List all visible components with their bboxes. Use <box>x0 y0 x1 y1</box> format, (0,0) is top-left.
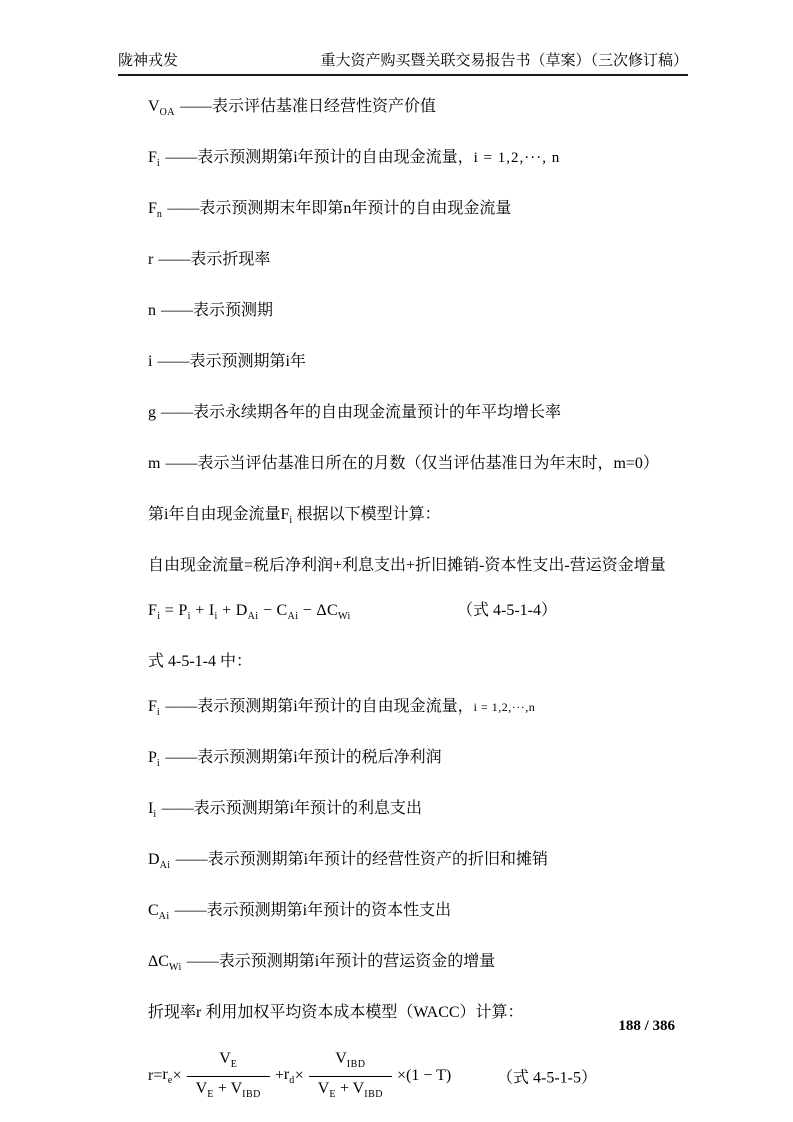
symbol-subscript: OA <box>159 107 176 118</box>
symbol-base: V <box>148 98 160 115</box>
term-subscript: IBD <box>364 1088 383 1100</box>
wacc-re <box>162 1066 172 1086</box>
term-base: V <box>230 1079 243 1097</box>
definition-line-voa <box>118 97 693 123</box>
eq-operator <box>218 602 236 619</box>
definition-text: ——表示折现率 <box>158 251 271 268</box>
symbol-base: F <box>148 149 157 166</box>
term-subscript: d <box>289 1075 295 1086</box>
symbol-base: F <box>148 200 157 217</box>
definition-line-g <box>118 403 693 429</box>
symbol-subscript: i <box>156 707 161 718</box>
symbol-base: g <box>148 404 156 421</box>
model-intro-line <box>118 505 693 531</box>
term-base: D <box>235 602 248 619</box>
eq-term <box>235 602 259 622</box>
symbol-base: I <box>148 800 154 817</box>
symbol-subscript: n <box>156 209 163 220</box>
wacc-times: × <box>172 1067 182 1084</box>
operator: + <box>213 1079 231 1097</box>
symbol-base: F <box>280 506 290 523</box>
term-base: C <box>276 602 288 619</box>
page-number: 188 / 386 <box>618 1018 675 1034</box>
equation-4-5-1-4 <box>118 601 693 627</box>
header-doc-title: 重大资产购买暨关联交易报告书（草案）（三次修订稿） <box>320 53 688 69</box>
eq-term <box>276 602 299 622</box>
page-header <box>118 52 688 76</box>
symbol-subscript: i <box>156 158 161 169</box>
wacc-times: × <box>396 1067 406 1084</box>
operator: + <box>335 1079 353 1097</box>
fraction-denominator <box>187 1076 270 1106</box>
definition-text: ——表示预测期第i年预计的税后净利润 <box>165 749 442 766</box>
term-base: I <box>208 602 215 619</box>
definition-line-fi <box>118 148 693 174</box>
fcf-equation-text: 自由现金流量=税后净利润+利息支出+折旧摊销-资本性支出-营运资金增量 <box>148 557 666 574</box>
definition-line-fn <box>118 199 693 225</box>
term-base: r <box>283 1066 290 1083</box>
symbol-base: i <box>148 353 153 370</box>
symbol-base: r <box>148 251 154 268</box>
eq-operator <box>298 602 316 619</box>
symbol-subscript: i <box>156 758 161 769</box>
eq-term <box>178 602 191 622</box>
term-subscript: i <box>187 611 191 622</box>
definition-line-cai <box>118 901 693 927</box>
definition-line-dai <box>118 850 693 876</box>
model-intro-pre: 第i年自由现金流量 <box>148 506 281 523</box>
term-subscript: Ai <box>247 611 259 622</box>
symbol-base: m <box>148 455 161 472</box>
definition-line-fi2 <box>118 697 693 723</box>
symbol-base: D <box>148 851 160 868</box>
equation-4-5-1-5 <box>118 1048 693 1104</box>
wacc-equals: = <box>153 1067 163 1084</box>
wacc-plus: + <box>274 1067 284 1084</box>
term-subscript: IBD <box>346 1058 366 1070</box>
definition-text: ——表示当评估基准日所在的月数（仅当评估基准日为年末时，m=0） <box>165 455 659 472</box>
term-base: P <box>178 602 188 619</box>
term-base: − <box>258 602 277 619</box>
eq-operator <box>259 602 277 619</box>
fraction-numerator <box>309 1047 392 1076</box>
eq-term <box>208 602 218 622</box>
wacc-intro-line: 折现率r 利用加权平均资本成本模型（WACC）计算： <box>148 1004 524 1021</box>
term-base: + <box>217 602 236 619</box>
page-body <box>118 97 693 1104</box>
definition-text: ——表示预测期第i年 <box>157 353 306 370</box>
term-subscript: i <box>214 611 218 622</box>
term-subscript: e <box>167 1075 173 1086</box>
definition-text: ——表示预测期 <box>161 302 274 319</box>
definition-text: ——表示预测期第i年预计的自由现金流量， <box>165 698 474 715</box>
symbol-base: C <box>148 902 159 919</box>
definition-text: ——表示评估基准日经营性资产价值 <box>180 98 437 115</box>
equation-label-4-5-1-5: （式 4-5-1-5） <box>497 1069 597 1087</box>
term-base: F <box>148 602 158 619</box>
symbol-base: F <box>148 698 157 715</box>
symbol-base: P <box>148 749 157 766</box>
term-subscript: Wi <box>337 611 351 622</box>
definition-text: ——表示预测期第i年预计的经营性资产的折旧和摊销 <box>175 851 549 868</box>
wacc-rd <box>284 1066 295 1086</box>
term-base: = <box>160 602 179 619</box>
symbol-base: n <box>148 302 156 319</box>
symbol-base: ΔC <box>148 953 169 970</box>
term-base: + <box>190 602 209 619</box>
definition-text: ——表示预测期第i年预计的利息支出 <box>161 800 423 817</box>
definition-line-ii <box>118 799 693 825</box>
term-base: r <box>162 1066 168 1083</box>
term-base: ΔC <box>316 602 338 619</box>
definition-text: ——表示永续期各年的自由现金流量预计的年平均增长率 <box>161 404 562 421</box>
equation-reference-line: 式 4-5-1-4 中： <box>148 653 252 670</box>
definition-text: ——表示预测期第i年预计的自由现金流量， <box>165 149 474 166</box>
term-subscript: E <box>207 1088 214 1100</box>
definition-line-n <box>118 301 693 327</box>
term-base: V <box>317 1079 330 1097</box>
term-base: − <box>298 602 317 619</box>
term-base: V <box>352 1079 365 1097</box>
math-range: i = 1,2,···, n <box>473 150 561 166</box>
definition-line-i <box>118 352 693 378</box>
term-base: V <box>335 1049 347 1067</box>
model-intro-post: 根据以下模型计算： <box>292 506 441 523</box>
term-base: V <box>219 1049 231 1067</box>
math-range-small: i = 1,2,···,n <box>473 700 536 714</box>
fraction-numerator <box>187 1047 270 1076</box>
term-base: V <box>195 1079 208 1097</box>
wacc-times: × <box>294 1067 304 1084</box>
term-subscript: Ai <box>287 611 299 622</box>
symbol-subscript: Wi <box>168 962 182 973</box>
eq-operator <box>160 602 178 619</box>
symbol-subscript: Ai <box>159 860 171 871</box>
definition-line-pi <box>118 748 693 774</box>
eq-operator <box>191 602 209 619</box>
eq-term <box>148 602 161 622</box>
wacc-lhs: r <box>148 1067 154 1084</box>
fraction-denominator <box>309 1076 392 1106</box>
definition-text: ——表示预测期第i年预计的营运资金的增量 <box>186 953 496 970</box>
term-subscript: i <box>157 611 161 622</box>
wacc-fraction-debt <box>309 1047 392 1106</box>
term-subscript: IBD <box>242 1088 261 1100</box>
wacc-tax-term: (1 − T) <box>406 1067 452 1084</box>
eq-term <box>316 602 351 622</box>
wacc-fraction-equity <box>187 1047 270 1106</box>
symbol-subscript: i <box>153 809 157 820</box>
header-company-name: 陇神戎发 <box>118 53 179 69</box>
symbol-subscript: i <box>289 515 293 526</box>
term-subscript: E <box>230 1058 238 1070</box>
symbol-subscript: Ai <box>158 911 170 922</box>
definition-text: ——表示预测期第i年预计的资本性支出 <box>174 902 452 919</box>
definition-line-dcwi <box>118 952 693 978</box>
definition-text: ——表示预测期末年即第n年预计的自由现金流量 <box>167 200 512 217</box>
definition-line-r <box>118 250 693 276</box>
term-subscript: E <box>329 1088 336 1100</box>
definition-line-m <box>118 454 693 480</box>
equation-label-4-5-1-4: （式 4-5-1-4） <box>457 602 557 619</box>
